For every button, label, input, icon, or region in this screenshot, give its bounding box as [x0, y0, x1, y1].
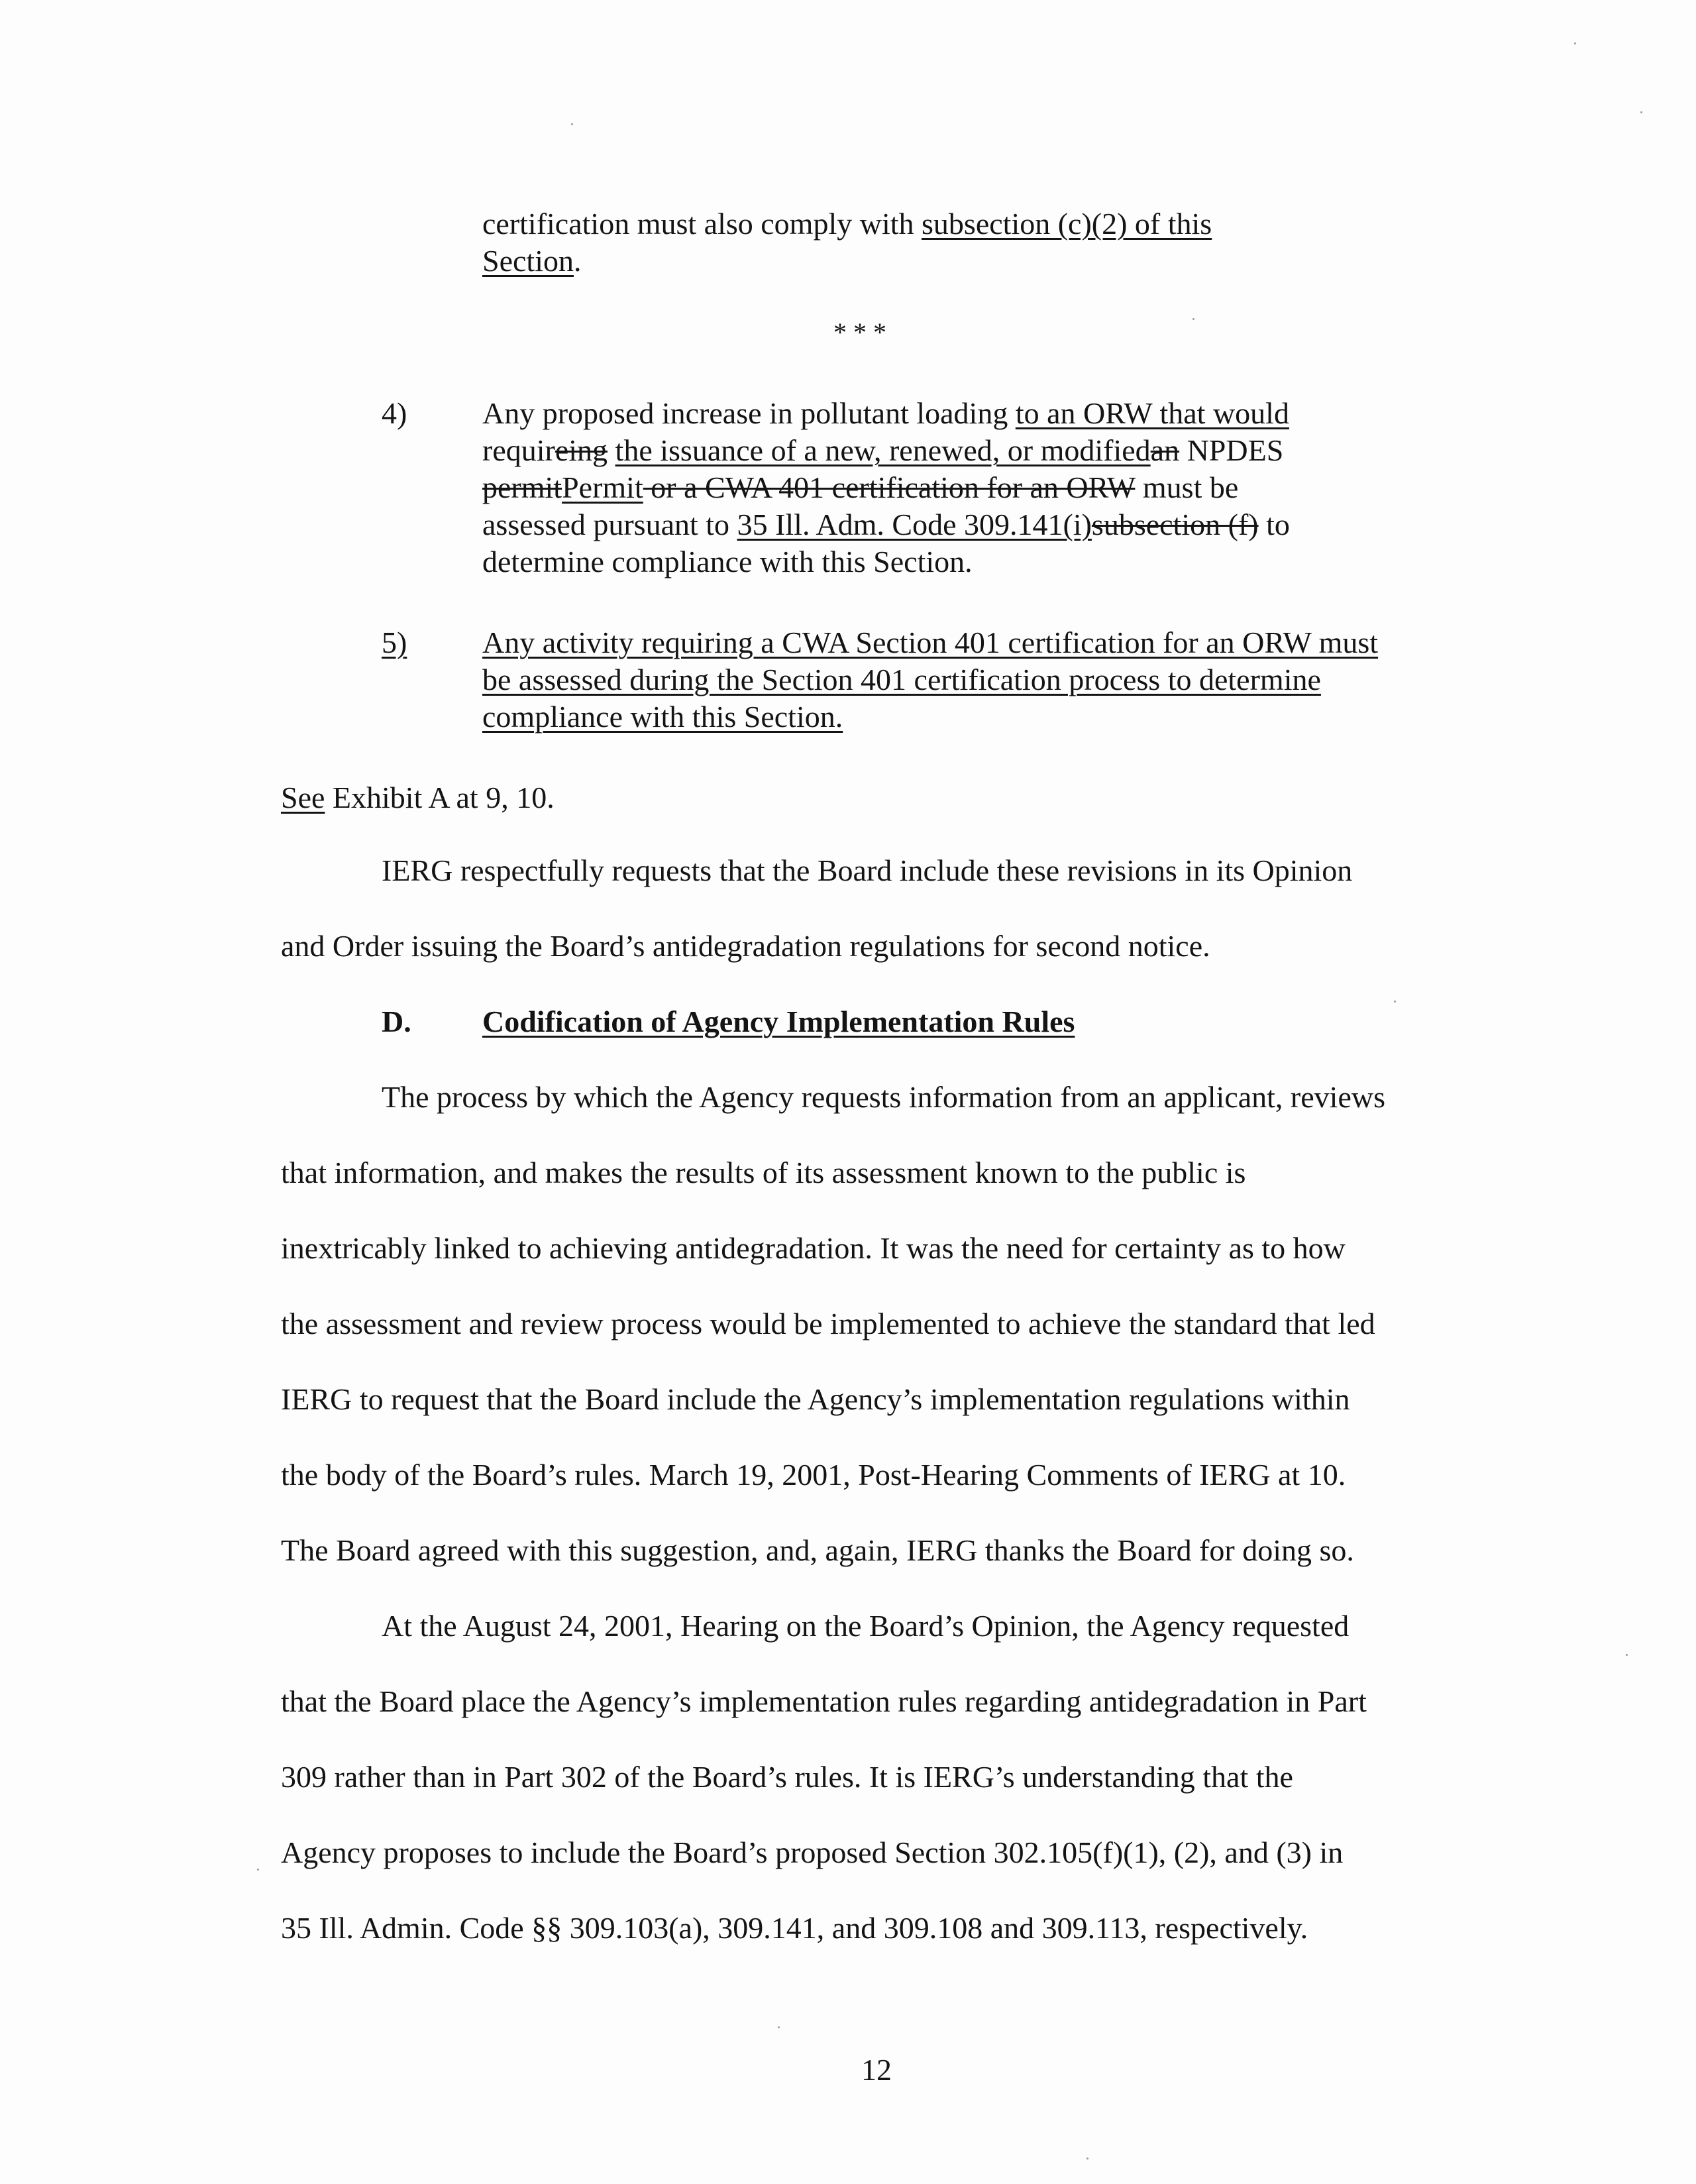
text-run: to [1258, 508, 1290, 541]
deleted-text: or a CWA 401 certification for an ORW [643, 470, 1136, 504]
process-paragraph-line-3: inextricably linked to achieving antidegradation. It was the need for certainty as to how [281, 1231, 1346, 1265]
inserted-text: 35 Ill. Adm. Code 309.141(i) [737, 508, 1092, 541]
text-run: assessed pursuant to [482, 508, 737, 541]
scan-speck [571, 123, 573, 125]
item-4-number: 4) [382, 396, 407, 430]
scan-speck [1394, 1001, 1396, 1003]
item-5-number: 5) [382, 626, 407, 659]
scan-speck [1626, 1654, 1628, 1656]
item-5-line-3: compliance with this Section. [482, 700, 843, 734]
text-run [608, 433, 615, 467]
text-run: . [573, 244, 582, 278]
process-paragraph-line-4: the assessment and review process would be implemented to achieve the standard that led [281, 1307, 1375, 1340]
august-paragraph-line-1: At the August 24, 2001, Hearing on the Board’s Opinion, the Agency requested [382, 1609, 1350, 1643]
scan-speck [257, 1869, 259, 1871]
request-paragraph-line-2: and Order issuing the Board’s antidegradation regulations for second notice. [281, 929, 1210, 963]
item-5-line-2: be assessed during the Section 401 certification process to determine [482, 663, 1321, 696]
certification-line-1 [482, 205, 1212, 243]
process-paragraph-line-7: The Board agreed with this suggestion, and, again, IERG thanks the Board for doing so. [281, 1533, 1354, 1567]
item-4-line-5: determine compliance with this Section. [482, 545, 973, 578]
august-paragraph-line-5: 35 Ill. Admin. Code §§ 309.103(a), 309.141, and 309.108 and 309.113, respectively. [281, 1911, 1308, 1945]
deleted-text: subsection (f) [1091, 508, 1259, 541]
item-4-line-2 [482, 432, 1283, 469]
text-run: requir [482, 433, 555, 467]
asterisk-separator: * * * [833, 317, 886, 347]
process-paragraph-line-6: the body of the Board’s rules. March 19, 2001, Post-Hearing Comments of IERG at 10. [281, 1458, 1346, 1492]
august-paragraph-line-4: Agency proposes to include the Board’s proposed Section 302.105(f)(1), (2), and (3) in [281, 1835, 1344, 1869]
scan-speck [1086, 2157, 1088, 2159]
exhibit-citation [281, 779, 555, 816]
item-5-line-1: Any activity requiring a CWA Section 401 certification for an ORW must [482, 626, 1379, 659]
inserted-text: subsection (c)(2) of this [922, 207, 1212, 241]
deleted-text: an [1150, 433, 1180, 467]
item-4-line-1 [482, 395, 1289, 432]
inserted-text: Section [482, 244, 574, 278]
section-d-heading: Codification of Agency Implementation Rules [482, 1005, 1075, 1038]
request-paragraph-line-1: IERG respectfully requests that the Board include these revisions in its Opinion [382, 853, 1353, 887]
scan-speck [1192, 318, 1194, 320]
page-number: 12 [861, 2053, 892, 2087]
text-run: NPDES [1179, 433, 1284, 467]
section-d-letter: D. [382, 1005, 411, 1038]
process-paragraph-line-1: The process by which the Agency requests information from an applicant, reviews [382, 1080, 1385, 1114]
inserted-text: Permit [562, 470, 643, 504]
process-paragraph-line-2: that information, and makes the results of its assessment known to the public is [281, 1156, 1246, 1189]
deleted-text: permit [482, 470, 562, 504]
citation-signal: See [281, 781, 325, 814]
item-4-line-4 [482, 506, 1290, 543]
text-run: certification must also comply with [482, 207, 922, 241]
deleted-text: eing [555, 433, 608, 467]
august-paragraph-line-2: that the Board place the Agency’s implementation rules regarding antidegradation in Part [281, 1684, 1367, 1718]
item-4-line-3 [482, 469, 1238, 506]
certification-line-2 [482, 243, 581, 280]
inserted-text: the issuance of a new, renewed, or modified [615, 433, 1151, 467]
inserted-text: to an ORW that would [1015, 396, 1289, 430]
text-run: Any proposed increase in pollutant loading [482, 396, 1016, 430]
process-paragraph-line-5: IERG to request that the Board include the Agency’s implementation regulations within [281, 1382, 1350, 1416]
scan-speck [778, 2026, 780, 2028]
text-run: must be [1135, 470, 1239, 504]
scan-speck [1574, 42, 1576, 44]
text-run: Exhibit A at 9, 10. [325, 781, 555, 814]
august-paragraph-line-3: 309 rather than in Part 302 of the Board’s rules. It is IERG’s understanding that the [281, 1760, 1293, 1794]
scan-speck [1640, 111, 1642, 113]
